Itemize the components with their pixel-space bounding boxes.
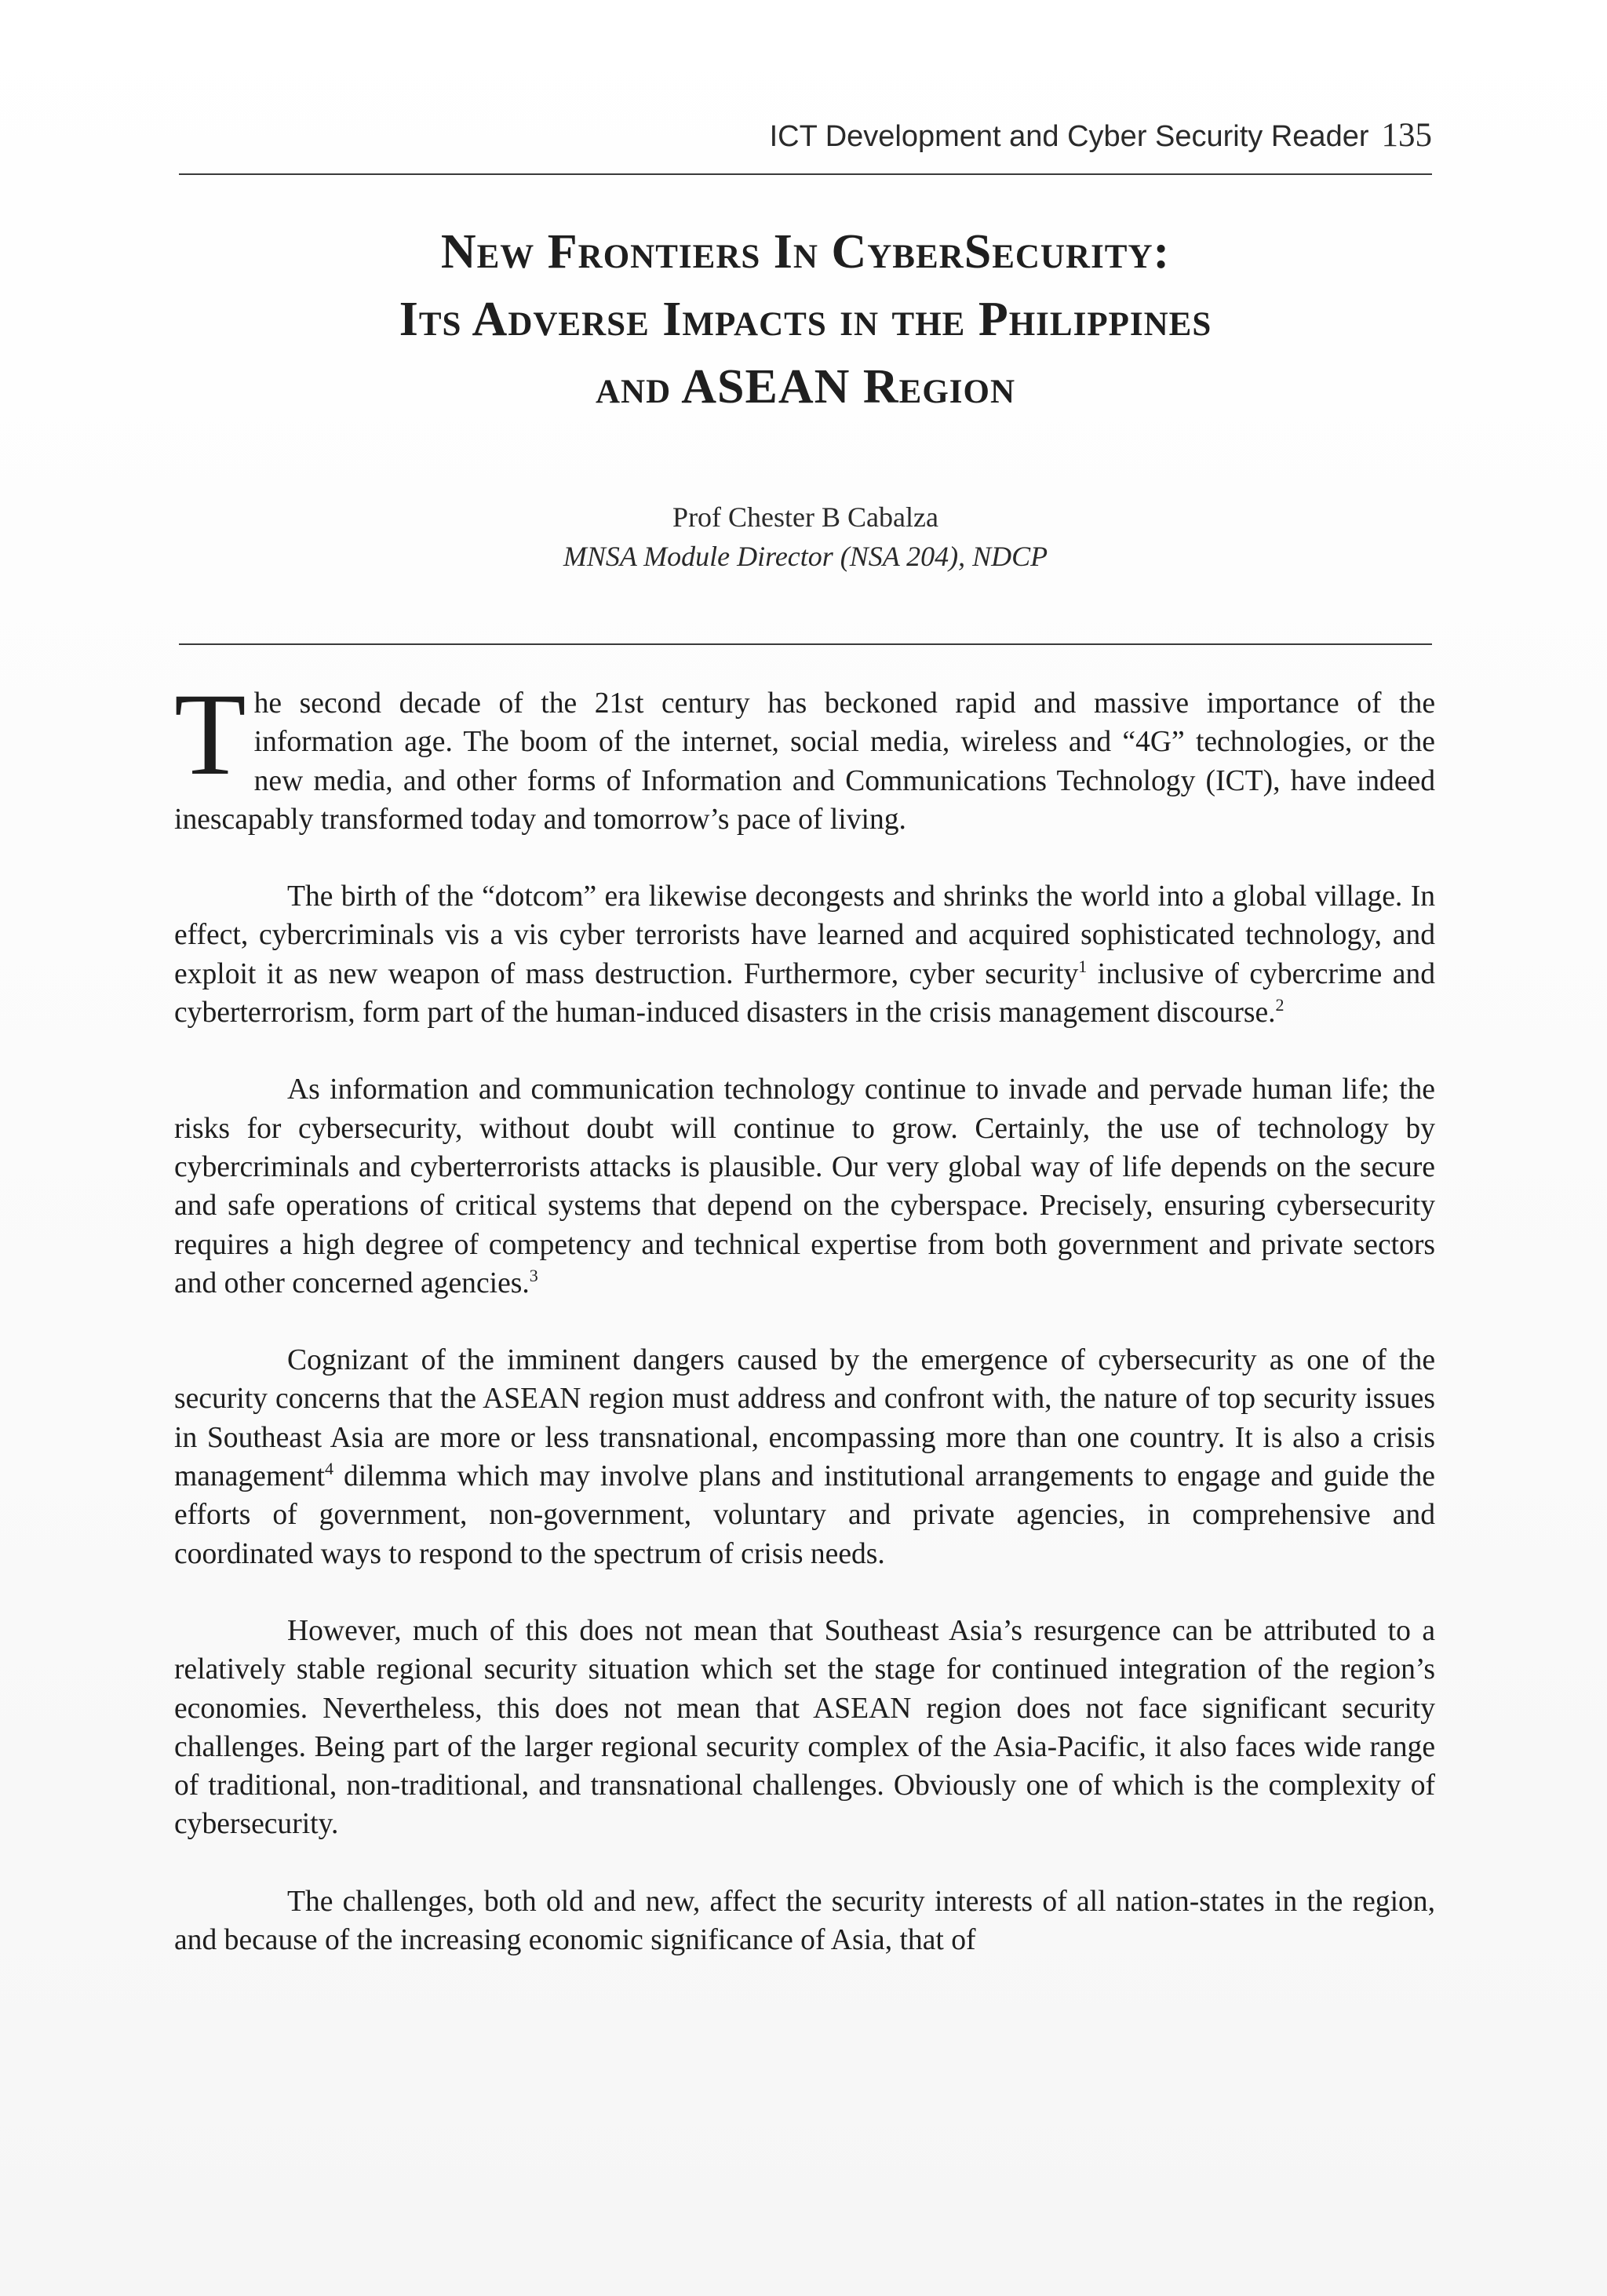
footnote-ref-4[interactable]: 4: [324, 1459, 333, 1479]
paragraph-2: [174, 877, 1435, 1032]
footnote-ref-3[interactable]: 3: [529, 1265, 538, 1285]
byline: [179, 497, 1432, 576]
byline-rule: [179, 643, 1432, 645]
paragraph-1: [174, 669, 1435, 839]
title-line-1: New Frontiers In CyberSecurity:: [440, 225, 1171, 279]
running-header: [179, 116, 1432, 155]
paragraph-5: [174, 1612, 1435, 1844]
article-title: [179, 218, 1432, 421]
drop-cap: T: [174, 669, 246, 800]
paragraph-6-text: The challenges, both old and new, affect the security interests of all nation-states in the region, and because of the increasing economic significance of Asia, that of: [174, 1885, 1435, 1957]
paragraph-4-text-b: dilemma which may involve plans and institutional arrangements to engage and guide the efforts of government, non-government, voluntary and private agencies, in comprehensive and coordinated ways to respond to the spectrum of crisis needs.: [174, 1460, 1435, 1570]
paragraph-1-text: he second decade of the 21st century has beckoned rapid and massive importance of the information age. The boom of the internet, social media, wireless and “4G” technologies, or the new media, and other forms of Information and Communications Technology (ICT), have indeed inescapably transformed today and tomorrow’s pace of living.: [174, 687, 1435, 836]
author-affiliation: MNSA Module Director (NSA 204), NDCP: [563, 541, 1048, 572]
running-title: ICT Development and Cyber Security Reader: [769, 120, 1369, 153]
paragraph-6: [174, 1882, 1435, 1960]
title-line-2: Its Adverse Impacts in the Philippines: [399, 293, 1212, 346]
paragraph-3-text: As information and communication technology continue to invade and pervade human life; the risks for cybersecurity, without doubt will continue to grow. Certainly, the use of technology by cybercriminals and cyberterrorists attacks is plausible. Our very global way of life depends on the secure and safe operations of critical systems that depend on the cyberspace. Precisely, ensuring cybersecurity requires a high degree of competency and technical expertise from both government and private sectors and other concerned agencies.: [174, 1073, 1435, 1299]
paragraph-3: [174, 1070, 1435, 1303]
paragraph-2-text-b: inclusive of cybercrime and cyberterrorism, form part of the human-induced disasters in the crisis management discourse.: [174, 957, 1435, 1030]
article-body: [174, 669, 1435, 1998]
paragraph-4-text-a: Cognizant of the imminent dangers caused by the emergence of cybersecurity as one of the security concerns that the ASEAN region must address and confront with, the nature of top security issues in Southeast Asia are more or less transnational, encompassing more than one country. It is also a crisis management: [174, 1344, 1435, 1493]
paragraph-4: [174, 1341, 1435, 1573]
header-rule: [179, 173, 1432, 175]
footnote-ref-2[interactable]: 2: [1275, 995, 1285, 1015]
author-name: Prof Chester B Cabalza: [672, 501, 938, 533]
paragraph-2-text-a: The birth of the “dotcom” era likewise decongests and shrinks the world into a global village. In effect, cybercriminals vis a vis cyber terrorists have learned and acquired sophisticated technology, and exploit it as new weapon of mass destruction. Furthermore, cyber security: [174, 880, 1435, 990]
page-number: 135: [1381, 117, 1432, 154]
paragraph-5-text: However, much of this does not mean that Southeast Asia’s resurgence can be attributed to a relatively stable regional security situation which set the stage for continued integration of the region’s economies. Nevertheless, this does not mean that ASEAN region does not face significant security challenges. Being part of the larger regional security complex of the Asia-Pacific, it also faces wide range of traditional, non-traditional, and transnational challenges. Obviously one of which is the complexity of cybersecurity.: [174, 1614, 1435, 1841]
footnote-ref-1[interactable]: 1: [1078, 956, 1088, 976]
title-line-3: and ASEAN Region: [595, 360, 1016, 414]
